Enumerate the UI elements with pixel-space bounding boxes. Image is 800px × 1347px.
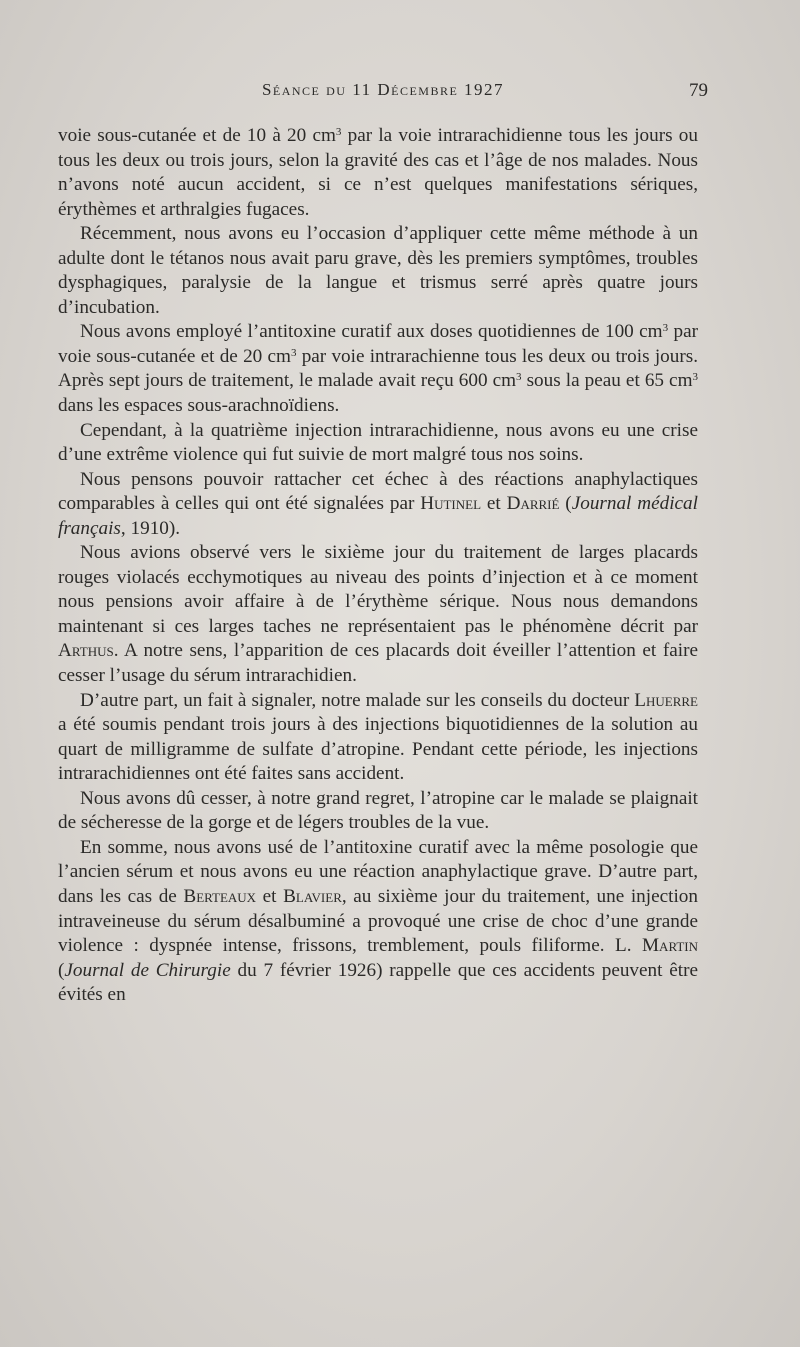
paragraph-text: par voie sous-cutanée et de 20 cm [58,321,699,367]
author-name: Hutinel [420,493,482,515]
paragraph-2: Récemment, nous avons eu l’occasion d’appliquer cette même méthode à un adulte dont le tétanos nous avait paru grave, dès les premiers symptômes, troubles dysphagiques, paralysie de la langue et trismus serré après quatre jours d’incubation. [58,223,698,318]
author-name: Lhuerre [634,689,698,711]
author-name: Arthus [58,640,114,662]
superscript: 3 [290,346,297,359]
superscript: 3 [335,126,342,138]
page-header [58,80,708,110]
paragraph-8: Nous avons dû cesser, à notre grand regret, l’atropine car le malade se plaignait de sécheresse de la gorge et de légers troubles de la vue. [58,787,698,834]
paragraph-text: Nous avions observé vers le sixième jour du traitement de larges placards rouges violacés ecchymotiques au niveau des points d’injection et à ce moment nous pensions avoir affaire à de l’érythème sérique. Nous nous demandons maintenant si ces larges taches ne représentaient pas le phénomène décrit par [58,542,698,637]
paragraph-text: par la voie intrarachidienne tous les jours ou tous les deux ou trois jours, selon la gravité des cas et l’âge de nos malades. Nous n’avons noté aucun accident, si ce n’est quelques manifestations sériques, érythèmes et arthralgies fugaces. [58,125,698,220]
paragraph-text: du 7 février 1926) rappelle que ces accidents peuvent être évités en [58,959,698,1006]
paragraph-text: ( [58,959,65,981]
paragraph-6 [58,541,698,688]
paragraph-text: sous la peau et 65 cm [521,370,693,392]
paragraph-text: dans les espaces sous-arachnoïdiens. [58,395,340,417]
paragraph-text: et [256,885,284,907]
journal-title: Journal médical français [58,493,698,539]
superscript: 3 [516,371,522,384]
paragraph-text: D’autre part, un fait à signaler, notre malade sur les conseils du docteur [80,689,635,711]
author-name: Blavier [283,885,342,907]
paragraph-text: et [481,493,507,515]
body-text [58,124,698,1008]
superscript: 3 [692,371,698,384]
paragraph-text: ( [559,493,572,515]
paragraph-4: Cependant, à la quatrième injection intrarachidienne, nous avons eu une crise d’une extrême violence qui fut suivie de mort malgré tous nos soins. [58,419,698,466]
running-title: Séance du 11 Décembre 1927 [261,80,505,99]
paragraph-5 [58,468,698,542]
paragraph-text: Nous pensons pouvoir rattacher cet échec à des réactions anaphylactiques comparables à celles qui ont été signalées par [58,468,698,515]
paragraph-text: En somme, nous avons usé de l’antitoxine curatif avec la même posologie que l’ancien sérum et nous avons eu une réaction anaphylactique grave. D’autre part, dans les cas de [58,836,698,907]
author-name: Darrié [506,493,560,515]
paragraph-text: , 1910). [120,517,181,539]
journal-title: Journal de Chirurgie [64,959,231,981]
page-number: 79 [689,80,708,101]
author-name: Berteaux [183,885,257,907]
paragraph-text: voie sous-cutanée et de 10 à 20 cm [58,125,336,146]
paragraph-9 [58,836,698,1008]
author-name: Martin [642,935,698,957]
paragraph-text: Nous avons employé l’antitoxine curatif aux doses quotidiennes de 100 cm [80,321,663,343]
paragraph-3 [58,320,698,418]
paragraph-text: . A notre sens, l’apparition de ces placards doit éveiller l’attention et faire cesser l’usage du sérum intrarachidien. [58,640,698,687]
paragraph-7 [58,689,698,787]
paragraph-text: , au sixième jour du traitement, une injection intraveineuse du sérum désalbuminé a provoqué une crise de choc d’une grande violence : dyspnée intense, frissons, tremblement, pouls filiforme. L. [58,885,698,957]
paragraph-1 [58,124,698,222]
paragraph-text: a été soumis pendant trois jours à des injections biquotidiennes de la solution au quart de milligramme de sulfate d’atropine. Pendant cette période, les injections intrarachidiennes ont été faites sans accident. [58,714,698,785]
superscript: 3 [662,322,669,335]
paragraph-text: par voie intrarachienne tous les deux ou trois jours. Après sept jours de traitement, le malade avait reçu 600 cm [58,345,698,392]
